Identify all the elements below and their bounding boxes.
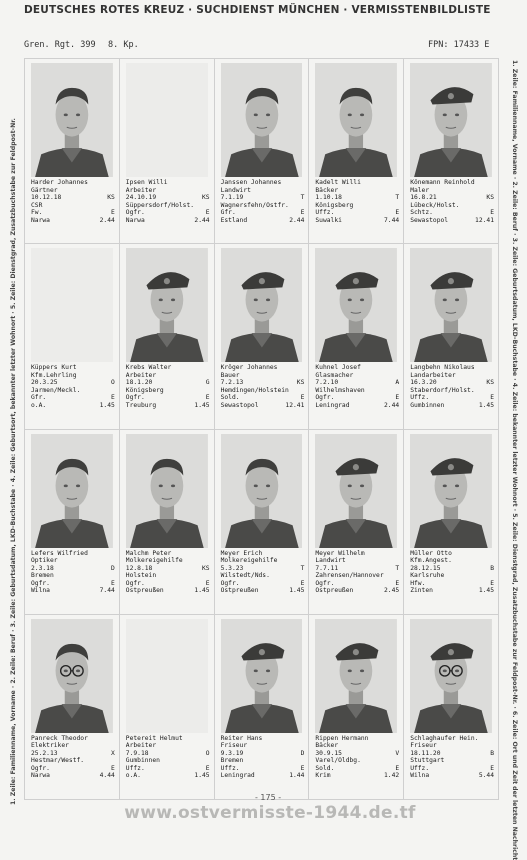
person-name: Lefers Wilfried	[31, 549, 88, 557]
person-info	[31, 735, 115, 780]
person-last-date: 1.45	[478, 587, 494, 594]
person-code: O	[111, 379, 115, 387]
person-occupation: Arbeiter	[125, 186, 157, 194]
person-last-location: Leningrad	[220, 772, 255, 780]
person-info	[221, 735, 305, 780]
person-code: T	[300, 564, 305, 572]
person-code: KS	[296, 379, 305, 387]
person-last-date: 7.44	[384, 216, 400, 224]
person-name: Schlaghaufer Hein.	[410, 734, 479, 742]
person-rank: Gfr.	[220, 209, 236, 216]
person-occupation: Friseur	[220, 742, 248, 750]
person-rank: Ogfr.	[125, 579, 145, 587]
person-hometown: Karlsruhe	[410, 572, 445, 579]
person-name: Müller Otto	[410, 549, 452, 557]
person-letter: E	[111, 209, 115, 216]
portrait-grid	[24, 58, 499, 800]
person-hometown: CSR	[31, 201, 43, 209]
portrait-photo	[410, 619, 492, 733]
person-card	[215, 59, 310, 244]
person-occupation: Landarbeiter	[410, 371, 456, 379]
person-card	[215, 430, 310, 615]
person-hometown: Stuttgart	[410, 757, 445, 765]
person-code: D	[300, 749, 305, 757]
person-letter: E	[300, 209, 305, 216]
portrait-photo	[315, 248, 397, 362]
person-code: X	[111, 749, 115, 757]
person-name: Krebs Walter	[125, 364, 172, 372]
person-name: Kuhnel Josef	[315, 364, 361, 372]
portrait-photo	[31, 63, 113, 177]
person-name: Rippen Hermann	[315, 734, 369, 742]
person-occupation: Landwirt	[315, 557, 346, 564]
person-name: Küppers Kurt	[31, 364, 77, 372]
person-rank: Ogfr.	[315, 579, 335, 587]
person-last-date: 1.44	[289, 772, 305, 780]
person-code: A	[395, 379, 400, 387]
portrait-photo	[315, 619, 397, 733]
person-last-location: Narwa	[31, 772, 50, 780]
person-code: D	[111, 564, 115, 572]
person-letter: E	[395, 764, 400, 772]
person-last-location: Sewastopol	[410, 216, 449, 224]
person-rank: Sold.	[315, 764, 335, 772]
person-rank: Hfw.	[410, 579, 426, 587]
person-last-location: Sewastopol	[220, 401, 259, 409]
person-card	[120, 615, 215, 800]
person-info	[410, 364, 494, 409]
fpn-label: FPN: 17433 E	[428, 40, 490, 50]
person-last-date: 1.45	[289, 587, 305, 594]
person-name: Könemann Reinhold	[410, 179, 475, 186]
person-name: Langbehn Nikolaus	[410, 364, 475, 372]
person-hometown: Zahrensen/Hannover	[315, 572, 384, 579]
list-header-title: DEUTSCHES ROTES KREUZ · SUCHDIENST MÜNCHEN · VERMISSTENBILDLISTE	[24, 4, 491, 16]
person-letter: E	[395, 394, 400, 402]
person-last-location: Ostpreußen	[315, 587, 354, 594]
person-last-date: 12.41	[475, 216, 494, 224]
portrait-photo	[410, 248, 492, 362]
person-hometown: Gumbinnen	[125, 757, 160, 765]
person-card	[120, 59, 215, 244]
person-occupation: Molkereigehilfe	[220, 557, 278, 564]
person-rank: Uffz.	[125, 764, 145, 772]
left-margin-legend: 1. Zeile: Familienname, Vorname · 2. Zeile: Beruf · 3. Zeile: Geburtsdatum, LKD-Buchstabe · 4. Zeile: Geburtsort, bekannter letzter Wohnort · 5. Zeile: Dienstgrad, Zusatzbuchstabe zur Feldpost-Nr.	[10, 118, 17, 805]
portrait-photo	[315, 63, 397, 177]
person-name: Reiter Hans	[220, 734, 263, 742]
portrait-photo	[410, 434, 492, 548]
person-birthdate: 7.9.18	[125, 749, 149, 757]
watermark-url: www.ostvermisste-1944.de.tf	[124, 803, 416, 823]
company-label: 8. Kp.	[108, 40, 139, 50]
person-last-date: 5.44	[478, 772, 494, 780]
person-birthdate: 1.10.18	[315, 194, 342, 201]
person-card	[404, 244, 499, 429]
person-birthdate: 30.9.15	[315, 749, 342, 757]
person-name: Kadelt Willi	[315, 179, 361, 186]
person-birthdate: 9.3.19	[220, 749, 244, 757]
person-last-location: Narwa	[125, 216, 145, 224]
person-birthdate: 7.7.11	[315, 564, 339, 572]
person-last-location: Leningrad	[315, 401, 350, 409]
person-name: Ipsen Willi	[125, 179, 168, 186]
portrait-photo	[221, 63, 303, 177]
person-last-date: 1.45	[194, 772, 210, 780]
person-birthdate: 2.3.18	[31, 564, 54, 572]
person-occupation: Molkereigehilfe	[125, 557, 183, 564]
person-card	[404, 615, 499, 800]
person-rank: Uffz.	[315, 209, 335, 216]
person-rank: Ogfr.	[31, 579, 50, 587]
person-hometown: Bremen	[31, 572, 54, 579]
person-last-location: Ostpreußen	[125, 587, 164, 594]
person-info	[31, 550, 115, 595]
portrait-photo	[126, 248, 208, 362]
person-hometown: Wilstedt/Nds.	[220, 572, 270, 579]
person-hometown: Hemdingen/Holstein	[220, 386, 289, 394]
person-info	[221, 550, 305, 595]
person-letter: E	[111, 394, 115, 402]
page-number: - 175 -	[255, 793, 282, 802]
person-info	[221, 364, 305, 409]
person-letter: E	[205, 764, 210, 772]
person-info	[315, 735, 399, 780]
person-birthdate: 5.3.23	[220, 564, 244, 572]
person-occupation: Gärtner	[31, 186, 58, 194]
person-code: V	[395, 749, 400, 757]
person-letter: E	[490, 579, 494, 587]
portrait-photo	[31, 619, 113, 733]
person-card	[215, 244, 310, 429]
person-rank: Ogfr.	[315, 394, 335, 402]
person-last-date: 2.44	[194, 216, 210, 224]
person-name: Kröger Johannes	[220, 364, 278, 372]
person-occupation: Maler	[410, 186, 430, 194]
portrait-photo	[410, 63, 492, 177]
person-info	[126, 364, 210, 409]
person-hometown: Holstein	[125, 572, 157, 579]
person-occupation: Elektriker	[31, 742, 69, 750]
person-last-location: o.A.	[31, 401, 47, 409]
person-birthdate: 10.12.18	[31, 194, 62, 201]
person-letter: E	[395, 579, 400, 587]
person-birthdate: 25.2.13	[31, 749, 58, 757]
person-card	[309, 430, 404, 615]
person-birthdate: 7.2.10	[315, 379, 339, 387]
empty-photo-slot	[126, 63, 208, 177]
person-last-location: Wilna	[410, 772, 430, 780]
person-birthdate: 28.12.15	[410, 564, 441, 572]
person-occupation: Glasmacher	[315, 371, 354, 379]
person-occupation: Optiker	[31, 557, 58, 564]
person-code: KS	[486, 194, 494, 201]
person-last-location: Gumbinnen	[410, 401, 445, 409]
right-margin-legend: 1. Zeile: Familienname, Vorname · 2. Zeile: Beruf · 3. Zeile: Geburtsdatum, LKD-Buchstabe · 4. Zeile: bekannter letzter Wohnort · 5. Zeile: Dienstgrad, Zusatzbuchstabe zur Feldpost-Nr. · 6. Zeile: Ort und Zeit der letzten Nachricht	[511, 60, 518, 860]
person-code: KS	[486, 379, 494, 387]
person-hometown: Süppersdorf/Holst.	[125, 201, 195, 209]
person-last-location: Estland	[220, 216, 248, 224]
person-letter: E	[111, 579, 115, 587]
person-last-date: 4.44	[99, 772, 115, 780]
person-name: Harder Johannes	[31, 179, 88, 186]
person-last-location: Ostpreußen	[220, 587, 259, 594]
person-card	[215, 615, 310, 800]
person-birthdate: 7.2.13	[220, 379, 244, 387]
person-birthdate: 12.8.18	[125, 564, 153, 572]
person-birthdate: 16.3.20	[410, 379, 437, 387]
person-last-date: 1.45	[99, 401, 115, 409]
person-hometown: Königsberg	[315, 201, 354, 209]
portrait-photo	[221, 248, 303, 362]
person-hometown: Königsberg	[125, 386, 164, 394]
person-info	[126, 735, 210, 780]
person-last-location: Zinten	[410, 587, 433, 594]
person-rank: Ogfr.	[125, 394, 145, 402]
person-card	[25, 430, 120, 615]
person-name: Petereit Helmut	[125, 734, 183, 742]
person-code: KS	[202, 194, 210, 201]
person-name: Janssen Johannes	[220, 179, 282, 186]
person-letter: E	[300, 579, 305, 587]
person-code: B	[490, 749, 494, 757]
person-last-date: 1.45	[194, 401, 210, 409]
person-info	[315, 364, 399, 409]
person-card	[25, 615, 120, 800]
person-last-date: 2.44	[384, 401, 400, 409]
person-rank: Sold.	[220, 394, 240, 402]
person-info	[31, 364, 115, 409]
person-rank: Fw.	[31, 209, 43, 216]
person-hometown: Bremen	[220, 757, 244, 765]
person-last-date: 12.41	[285, 401, 305, 409]
person-birthdate: 20.3.25	[31, 379, 58, 387]
portrait-photo	[315, 434, 397, 548]
person-occupation: Arbeiter	[125, 371, 157, 379]
person-rank: Uffz.	[410, 764, 430, 772]
person-info	[126, 550, 210, 595]
person-info	[410, 179, 494, 224]
person-hometown: Jarmen/Meckl.	[31, 386, 81, 394]
person-occupation: Kfm.Lehrling	[31, 371, 77, 379]
person-last-date: 1.45	[194, 587, 210, 594]
person-info	[410, 550, 494, 595]
person-info	[31, 179, 115, 224]
person-hometown: Wagnersfehn/Ostfr.	[220, 201, 289, 209]
person-last-date: 1.45	[478, 401, 494, 409]
person-rank: Gfr.	[31, 394, 47, 402]
person-card	[309, 615, 404, 800]
person-rank: Uffz.	[410, 394, 430, 402]
person-card	[404, 59, 499, 244]
person-occupation: Arbeiter	[125, 742, 157, 750]
person-info	[315, 550, 399, 595]
person-letter: E	[490, 764, 494, 772]
person-card	[404, 430, 499, 615]
person-rank: Ogfr.	[31, 764, 50, 772]
person-info	[221, 179, 305, 224]
person-birthdate: 7.1.19	[220, 194, 244, 201]
person-name: Meyer Erich	[220, 549, 263, 557]
person-hometown: Hestmar/Westf.	[31, 757, 85, 765]
person-name: Malchm Peter	[125, 549, 172, 557]
person-last-date: 2.44	[99, 216, 115, 224]
person-last-date: 2.44	[289, 216, 305, 224]
person-card	[309, 59, 404, 244]
person-occupation: Bäcker	[315, 186, 339, 194]
person-code: T	[395, 194, 400, 201]
person-letter: E	[300, 394, 305, 402]
person-last-location: o.A.	[125, 772, 141, 780]
person-occupation: Kfm.Angest.	[410, 557, 452, 564]
person-card	[120, 244, 215, 429]
person-hometown: Lübeck/Holst.	[410, 201, 460, 209]
person-hometown: Varel/Oldbg.	[315, 757, 361, 765]
person-hometown: Wilhelmshaven	[315, 386, 365, 394]
person-last-date: 2.45	[384, 587, 400, 594]
person-letter: E	[205, 579, 210, 587]
person-info	[410, 735, 494, 780]
person-rank: Ogfr.	[125, 209, 145, 216]
empty-photo-slot	[31, 248, 113, 362]
person-code: O	[205, 749, 210, 757]
person-letter: E	[205, 209, 210, 216]
portrait-photo	[31, 434, 113, 548]
person-letter: E	[395, 209, 400, 216]
person-rank: Schtz.	[410, 209, 433, 216]
person-card	[120, 430, 215, 615]
person-letter: E	[111, 764, 115, 772]
person-occupation: Bäcker	[315, 742, 339, 750]
person-code: KS	[202, 564, 210, 572]
person-rank: Uffz.	[220, 764, 240, 772]
person-code: KS	[107, 194, 115, 201]
regiment-label: Gren. Rgt. 399	[24, 40, 96, 50]
portrait-photo	[126, 434, 208, 548]
person-birthdate: 18.1.20	[125, 379, 153, 387]
person-info	[126, 179, 210, 224]
person-last-location: Narwa	[31, 216, 50, 224]
person-birthdate: 16.8.21	[410, 194, 437, 201]
person-letter: E	[300, 764, 305, 772]
person-last-date: 7.44	[99, 587, 115, 594]
person-card	[25, 244, 120, 429]
person-rank: Ogfr.	[220, 579, 240, 587]
person-letter: E	[490, 394, 494, 402]
portrait-photo	[221, 619, 303, 733]
person-last-location: Suwalki	[315, 216, 342, 224]
person-card	[309, 244, 404, 429]
empty-photo-slot	[126, 619, 208, 733]
person-last-date: 1.42	[384, 772, 400, 780]
person-last-location: Treuburg	[125, 401, 157, 409]
portrait-photo	[221, 434, 303, 548]
person-letter: E	[490, 209, 494, 216]
person-birthdate: 24.10.19	[125, 194, 157, 201]
person-card	[25, 59, 120, 244]
person-letter: E	[205, 394, 210, 402]
person-last-location: Krim	[315, 772, 331, 780]
person-name: Panreck Theodor	[31, 734, 88, 742]
person-birthdate: 18.11.20	[410, 749, 441, 757]
person-occupation: Bauer	[220, 371, 240, 379]
person-occupation: Friseur	[410, 742, 437, 750]
person-code: T	[300, 194, 305, 201]
person-info	[315, 179, 399, 224]
person-code: T	[395, 564, 400, 572]
person-hometown: Staberdorf/Holst.	[410, 386, 475, 394]
person-last-location: Wilna	[31, 587, 50, 594]
person-name: Meyer Wilhelm	[315, 549, 365, 557]
person-occupation: Landwirt	[220, 186, 251, 194]
person-code: B	[490, 564, 494, 572]
person-code: G	[205, 379, 210, 387]
